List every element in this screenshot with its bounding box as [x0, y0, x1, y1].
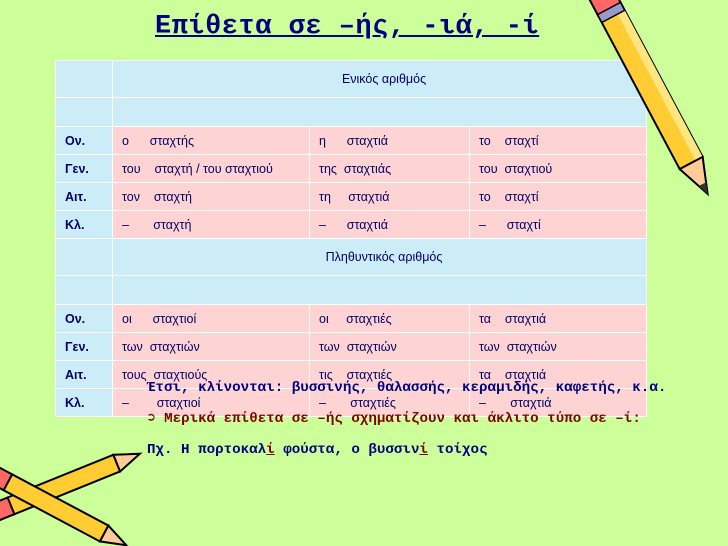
singular-row — [56, 183, 647, 211]
neuter-form: – σταχτί — [470, 211, 647, 239]
singular-row — [56, 211, 647, 239]
neuter-form: το σταχτί — [470, 183, 647, 211]
neuter-form: – σταχτιά — [470, 389, 647, 417]
case-label: Αιτ. — [56, 183, 113, 211]
plural-header: Πληθυντικός αριθμός — [113, 239, 647, 276]
plural-row — [56, 305, 647, 333]
pencil-icon-top-right — [585, 0, 728, 225]
masculine-form: των σταχτιών — [113, 333, 310, 361]
arrow-bullet-icon: ➲ — [147, 411, 156, 427]
spacer-cell — [113, 98, 647, 127]
masculine-form: οι σταχτιοί — [113, 305, 310, 333]
header-blank-cell — [56, 61, 113, 98]
feminine-form: – σταχτιά — [310, 211, 470, 239]
feminine-form: τις σταχτιές — [310, 361, 470, 389]
masculine-form: ο σταχτής — [113, 127, 310, 155]
case-label: Ον. — [56, 127, 113, 155]
masculine-form: του σταχτή / του σταχτιού — [113, 155, 310, 183]
neuter-form: των σταχτιών — [470, 333, 647, 361]
plural-spacer-row — [56, 276, 647, 305]
singular-row — [56, 155, 647, 183]
case-label: Αιτ. — [56, 361, 113, 389]
case-label: Γεν. — [56, 155, 113, 183]
example-part-3: τοίχος — [427, 442, 488, 458]
singular-row — [56, 127, 647, 155]
feminine-form: της σταχτιάς — [310, 155, 470, 183]
singular-spacer-row — [56, 98, 647, 127]
singular-header: Ενικός αριθμός — [113, 61, 647, 98]
case-label: Ον. — [56, 305, 113, 333]
example-part-2: φούστα, ο βυσσιν — [274, 442, 420, 458]
plural-row — [56, 333, 647, 361]
case-label: Κλ. — [56, 389, 113, 417]
note-indeclinable-text: Μερικά επίθετα σε –ής σχηματίζουν και άκλιτο τύπο σε –ί: — [164, 411, 641, 427]
spacer-label-cell — [56, 98, 113, 127]
page-title: Επίθετα σε –ής, -ιά, -ί — [155, 12, 540, 42]
neuter-form: του σταχτιού — [470, 155, 647, 183]
masculine-form: τους σταχτιούς — [113, 361, 310, 389]
case-label: Γεν. — [56, 333, 113, 361]
example-ending-2: ί — [419, 442, 428, 458]
note-indeclinable — [147, 409, 682, 429]
masculine-form: τον σταχτή — [113, 183, 310, 211]
feminine-form: τη σταχτιά — [310, 183, 470, 211]
feminine-form: οι σταχτιές — [310, 305, 470, 333]
case-label: Κλ. — [56, 211, 113, 239]
feminine-form: η σταχτιά — [310, 127, 470, 155]
note-examples: Έτσι, κλίνονται: βυσσινής, θαλασσής, κεραμιδής, καφετής, κ.α. — [147, 380, 667, 396]
feminine-form: των σταχτιών — [310, 333, 470, 361]
masculine-form: – σταχτιοί — [113, 389, 310, 417]
masculine-form: – σταχτή — [113, 211, 310, 239]
spacer-label-cell — [56, 276, 113, 305]
example-ending-1: ί — [266, 442, 275, 458]
singular-header-row — [56, 61, 647, 98]
header-blank-cell — [56, 239, 113, 276]
spacer-cell — [113, 276, 647, 305]
declension-table — [55, 60, 647, 417]
neuter-form: το σταχτί — [470, 127, 647, 155]
note-example-sentence — [147, 440, 682, 460]
neuter-form: τα σταχτιά — [470, 305, 647, 333]
plural-header-row — [56, 239, 647, 276]
example-part-1: Πχ. Η πορτοκαλ — [147, 442, 267, 458]
pencils-icon-bottom-left — [0, 425, 150, 546]
notes — [147, 378, 682, 471]
feminine-form: – σταχτιές — [310, 389, 470, 417]
neuter-form: τα σταχτιά — [470, 361, 647, 389]
